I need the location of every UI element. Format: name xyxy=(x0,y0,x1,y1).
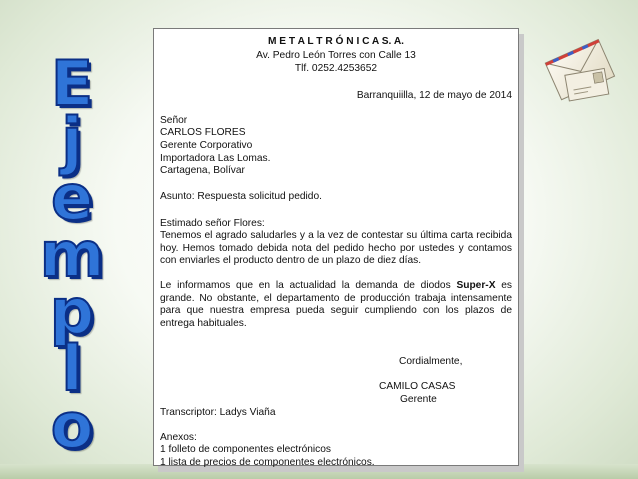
side-letter: j xyxy=(61,104,83,177)
side-letter: E xyxy=(50,47,94,120)
business-letter xyxy=(153,28,519,466)
recipient-role: Gerente Corporativo xyxy=(160,140,253,151)
subject-line: Asunto: Respuesta solicitud pedido. xyxy=(160,191,322,202)
side-letter: p xyxy=(49,275,95,348)
paragraph-2 xyxy=(160,280,512,330)
recipient-company: Importadora Las Lomas. xyxy=(160,153,271,164)
signer-name: CAMILO CASAS xyxy=(379,381,456,392)
annex-item-2: 1 lista de precios de componentes electrónicos. xyxy=(160,457,375,468)
paragraph-2-text-a: Le informamos que en la actualidad la demanda de diodos xyxy=(160,280,457,291)
company-address: Av. Pedro León Torres con Calle 13 xyxy=(256,50,416,61)
product-name: Super-X xyxy=(456,280,496,291)
paragraph-2-text-b: es grande. No obstante, el departamento de producción trabaja intensamente para que nuestra empresa pueda seguir cumpliendo con los plazos de entrega habituales. xyxy=(160,280,513,329)
company-phone: Tlf. 0252.4253652 xyxy=(294,63,378,74)
closing: Cordialmente, xyxy=(399,356,463,367)
annex-item-1: 1 folleto de componentes electrónicos xyxy=(160,444,332,455)
envelope-mail-icon xyxy=(541,32,617,108)
transcriptor: Transcriptor: Ladys Viaña xyxy=(160,407,276,418)
annex-title: Anexos: xyxy=(160,432,197,443)
paragraph-1: Tenemos el agrado saludarles y a la vez de contestar su última carta recibida hoy. Hemos tomado debida nota del pedido hecho por ustedes y contamos con enviarles el producto dentro de un plazo de diez días. xyxy=(160,230,512,267)
salutation-title: Señor xyxy=(160,115,188,126)
side-letter: e xyxy=(50,161,94,234)
side-letter: m xyxy=(39,218,105,291)
date-line: Barranquiilla, 12 de mayo de 2014 xyxy=(356,90,512,101)
recipient-city: Cartagena, Bolívar xyxy=(160,165,245,176)
greeting: Estimado señor Flores: xyxy=(160,218,265,229)
side-letter: l xyxy=(61,332,83,405)
company-name: M E T A L T R Ó N I C A S. A. xyxy=(267,36,405,47)
signer-role: Gerente xyxy=(400,394,437,405)
recipient-name: CARLOS FLORES xyxy=(160,127,246,138)
side-letter: o xyxy=(50,389,94,462)
side-title-ejemplo xyxy=(32,47,112,462)
